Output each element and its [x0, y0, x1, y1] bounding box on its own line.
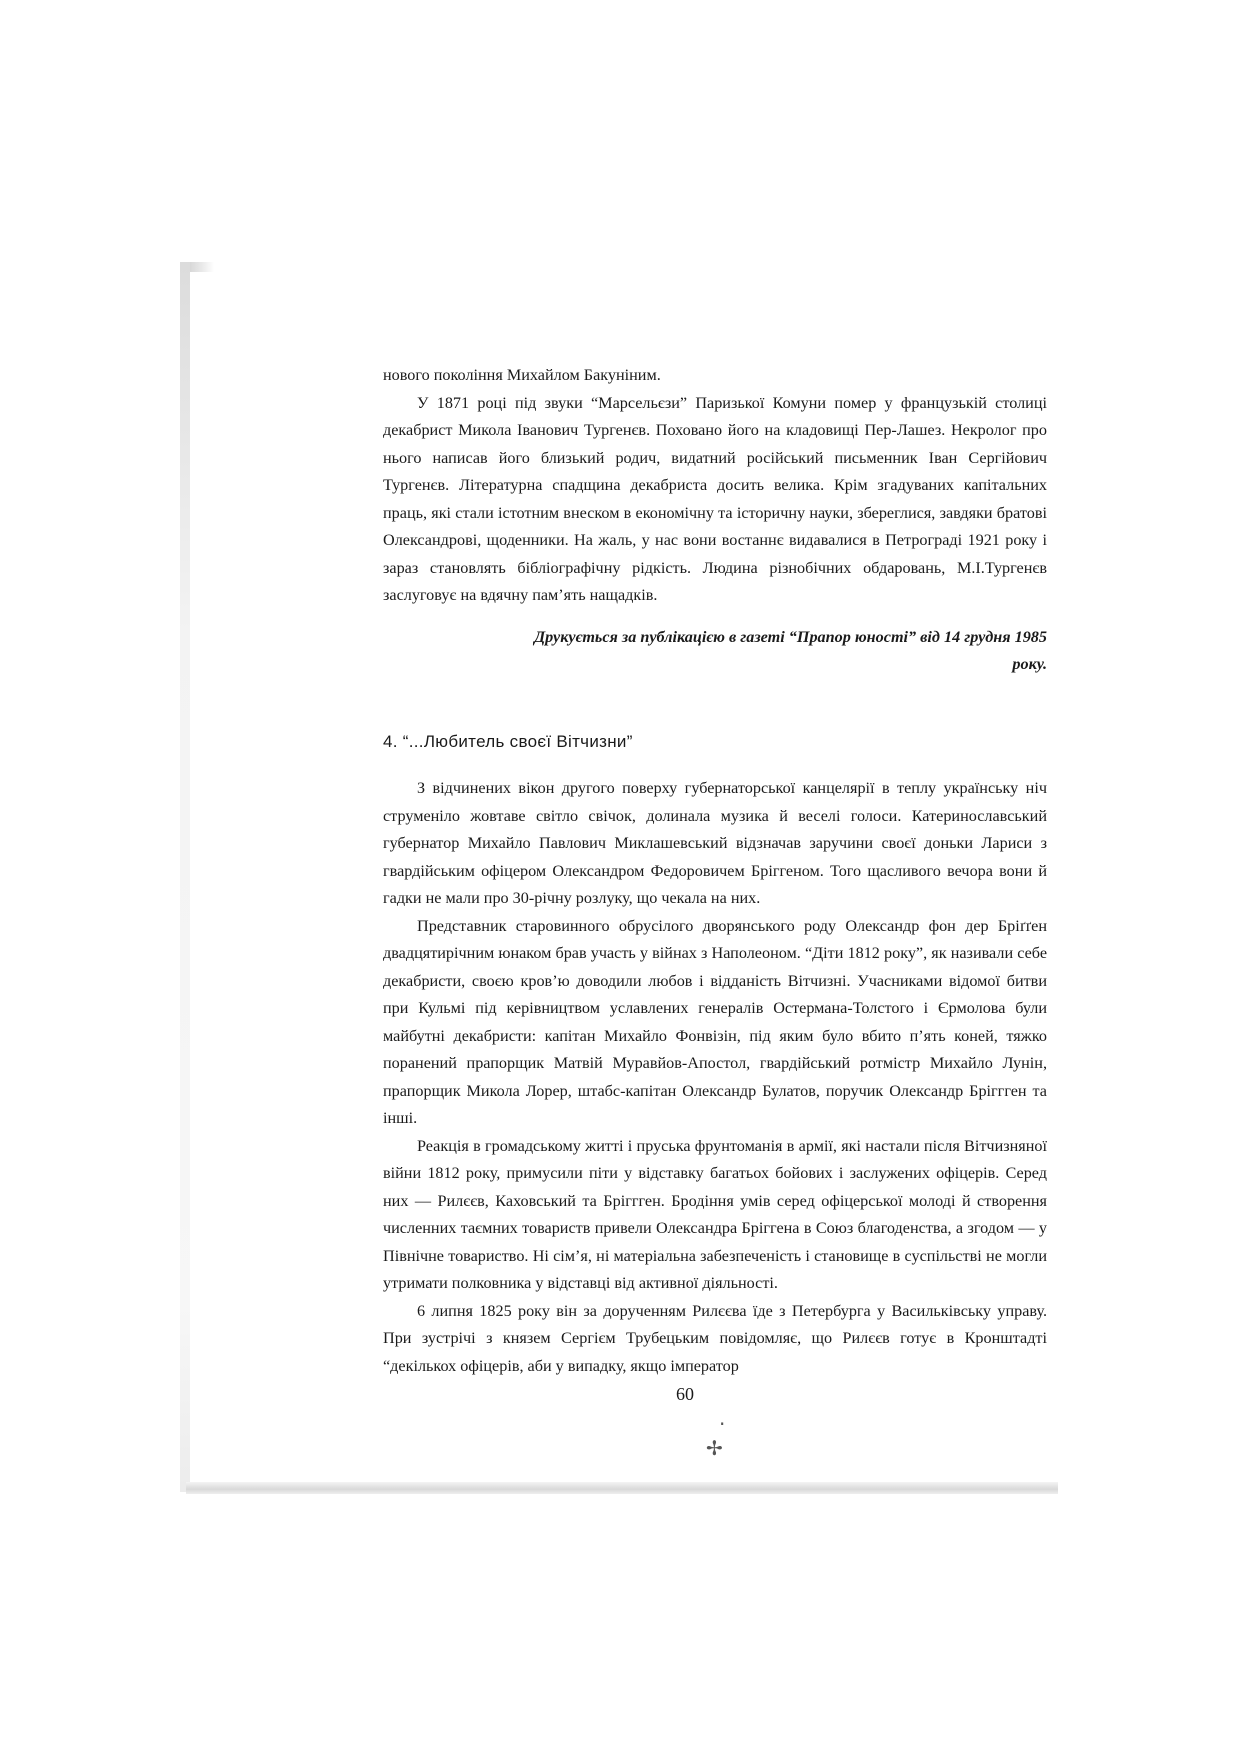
scan-shadow-left [180, 262, 190, 1492]
paragraph-intro-continuation: нового покоління Михайлом Бакуніним. [383, 366, 661, 384]
scan-speck-icon: · [719, 1412, 726, 1436]
paragraph-july-1825: 6 липня 1825 року він за дорученням Рилєєва їде з Петербурга у Васильківську управу. При зустрічі з князем Сергієм Трубецьким повідомляє, що Рилєєв готує в Кронштадті “декількох офіцерів, аби у випадку, якщо імператор [383, 1301, 1047, 1375]
section-heading: 4. “...Любитель своєї Вітчизни” [383, 731, 633, 751]
paragraph-briggen-family: Представник старовинного обрусілого дворянського роду Олександр фон дер Бріґґен двадцятирічним юнаком брав участь у війнах з Наполеоном. “Діти 1812 року”, як називали себе декабристи, своєю кров’ю доводили любов і відданість Вітчизні. Учасниками відомої битви при Кульмі під керівництвом уславлених генералів Остермана-Толстого і Єрмолова були майбутні декабристи: капітан Михайло Фонвізін, під яким було вбито п’ять коней, тяжко поранений прапорщик Матвій Муравйов-Апостол, гвардійський ротмістр Михайло Лунін, прапорщик Микола Лорер, штабс-капітан Олександр Булатов, поручик Олександр Бріггген та інші. [383, 916, 1047, 1127]
source-note: Друкується за публікацією в газеті “Прапор юності” від 14 грудня 1985 року. [534, 627, 1047, 673]
scan-shadow-bottom [186, 1482, 1058, 1494]
scan-speck-icon: ✢ [706, 1436, 723, 1460]
paragraph-turgenev: У 1871 році під звуки “Марсельєзи” Паризької Комуни помер у французькій столиці декабрист Микола Іванович Тургенєв. Поховано його на кладовищі Пер-Лашез. Некролог про нього написав його близький родич, видатний російський письменник Іван Сергійович Тургенєв. Літературна спадщина декабриста досить велика. Крім згадуваних капітальних праць, які стали істотним внеском в економічну та історичну науки, збереглися, завдяки братові Олександрові, щоденники. На жаль, у нас вони востаннє видавалися в Петрограді 1921 року і зараз становлять бібліографічну рідкість. Людина різнобічних обдаровань, М.І.Тургенєв заслуговує на вдячну пам’ять нащадків. [383, 393, 1047, 604]
page-body [383, 362, 1047, 1380]
paragraph-reaction: Реакція в громадському житті і пруська фрунтоманія в армії, які настали після Вітчизняної війни 1812 року, примусили піти у відставку багатьох бойових і заслужених офіцерів. Серед них — Рилєєв, Каховський та Бріггген. Бродіння умів серед офіцерської молоді й створення численних таємних товариств привели Олександра Бріггена в Союз благоденства, а згодом — у Північне товариство. Ні сім’я, ні матеріальна забезпеченість і становище в суспільстві не могли утримати полковника у відставці від активної діяльності. [383, 1136, 1047, 1292]
paragraph-engagement: З відчинених вікон другого поверху губернаторської канцелярії в теплу українську ніч струменіло жовтаве світло свічок, долинала музика й веселі голоси. Катеринославський губернатор Михайло Павлович Миклашевський відзначав заручини своєї доньки Лариси з гвардійським офіцером Олександром Федоровичем Бріггеном. Того щасливого вечора вони й гадки не мали про 30-річну розлуку, що чекала на них. [383, 779, 1047, 907]
page-number: 60 [676, 1384, 694, 1404]
